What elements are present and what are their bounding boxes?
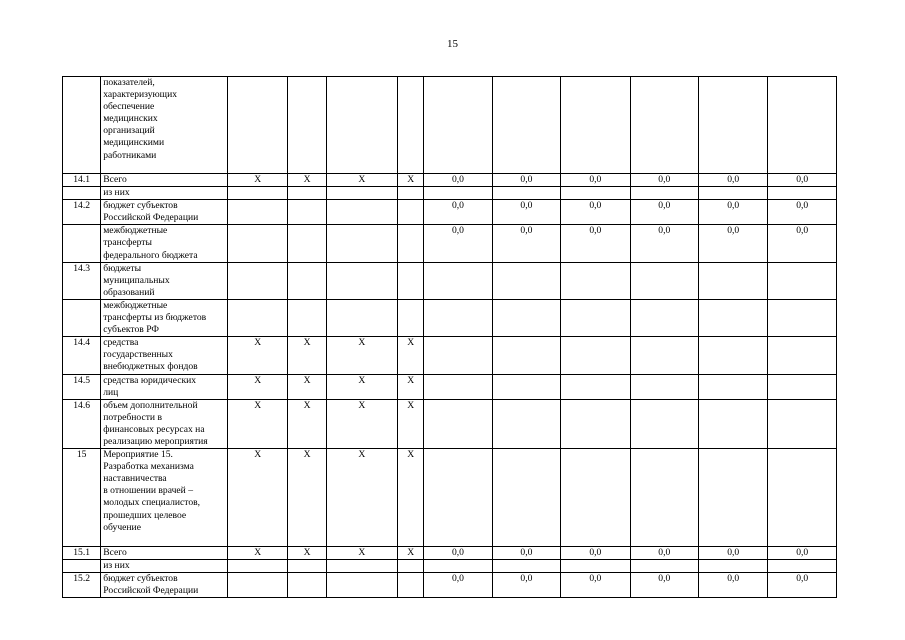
value-cell — [699, 374, 768, 399]
value-cell: 0,0 — [768, 573, 837, 598]
row-number-cell: 14.6 — [63, 399, 101, 448]
value-cell — [424, 187, 492, 200]
value-cell — [768, 449, 837, 547]
value-cell: 0,0 — [492, 174, 560, 187]
value-cell: X — [228, 337, 288, 374]
value-cell — [228, 299, 288, 336]
value-cell — [424, 262, 492, 299]
value-cell — [699, 560, 768, 573]
row-number-cell: 14.5 — [63, 374, 101, 399]
value-cell: X — [326, 174, 397, 187]
value-cell: 0,0 — [424, 200, 492, 225]
value-cell: X — [326, 449, 397, 547]
value-cell — [288, 200, 326, 225]
value-cell: X — [398, 337, 424, 374]
table-row — [63, 200, 837, 225]
value-cell: 0,0 — [699, 547, 768, 560]
table-row — [63, 77, 837, 174]
value-cell — [630, 187, 698, 200]
value-cell — [288, 187, 326, 200]
table-row — [63, 299, 837, 336]
value-cell: X — [398, 449, 424, 547]
value-cell — [492, 337, 560, 374]
value-cell: X — [398, 399, 424, 448]
value-cell — [398, 262, 424, 299]
row-number-cell: 14.3 — [63, 262, 101, 299]
value-cell: X — [326, 337, 397, 374]
row-number-cell: 15.2 — [63, 573, 101, 598]
value-cell — [699, 399, 768, 448]
value-cell — [768, 560, 837, 573]
value-cell: X — [288, 547, 326, 560]
value-cell: X — [288, 449, 326, 547]
row-number-cell — [63, 560, 101, 573]
value-cell — [228, 187, 288, 200]
row-number-cell: 14.2 — [63, 200, 101, 225]
row-number-cell: 15.1 — [63, 547, 101, 560]
table-row — [63, 374, 837, 399]
value-cell — [492, 299, 560, 336]
row-name-cell: Всего — [101, 547, 228, 560]
value-cell — [288, 299, 326, 336]
value-cell: 0,0 — [768, 200, 837, 225]
value-cell: 0,0 — [630, 573, 698, 598]
value-cell — [630, 449, 698, 547]
value-cell — [398, 187, 424, 200]
row-name-cell: бюджет субъектов Российской Федерации — [101, 573, 228, 598]
value-cell: X — [398, 374, 424, 399]
value-cell — [492, 77, 560, 174]
row-number-cell: 15 — [63, 449, 101, 547]
value-cell — [561, 449, 630, 547]
value-cell — [768, 399, 837, 448]
value-cell — [326, 262, 397, 299]
value-cell — [561, 374, 630, 399]
value-cell — [326, 200, 397, 225]
value-cell — [492, 449, 560, 547]
value-cell: 0,0 — [424, 174, 492, 187]
row-name-cell: межбюджетные трансферты федерального бюджета — [101, 225, 228, 262]
row-number-cell: 14.4 — [63, 337, 101, 374]
value-cell — [288, 262, 326, 299]
value-cell — [561, 299, 630, 336]
value-cell: 0,0 — [630, 547, 698, 560]
row-number-cell: 14.1 — [63, 174, 101, 187]
row-name-cell: бюджет субъектов Российской Федерации — [101, 200, 228, 225]
value-cell — [424, 560, 492, 573]
value-cell — [492, 262, 560, 299]
table-row — [63, 449, 837, 547]
value-cell — [699, 299, 768, 336]
value-cell — [699, 262, 768, 299]
value-cell — [630, 399, 698, 448]
table-row — [63, 573, 837, 598]
value-cell: 0,0 — [424, 547, 492, 560]
value-cell — [492, 374, 560, 399]
value-cell — [630, 337, 698, 374]
row-name-cell: бюджеты муниципальных образований — [101, 262, 228, 299]
value-cell: 0,0 — [424, 225, 492, 262]
value-cell — [228, 560, 288, 573]
page-number: 15 — [447, 38, 458, 50]
value-cell: 0,0 — [561, 547, 630, 560]
value-cell — [561, 560, 630, 573]
funding-table — [62, 76, 837, 598]
value-cell — [326, 573, 397, 598]
value-cell: 0,0 — [492, 573, 560, 598]
value-cell — [699, 337, 768, 374]
table-row — [63, 547, 837, 560]
row-name-cell: из них — [101, 187, 228, 200]
table-row — [63, 262, 837, 299]
row-name-cell: средства государственных внебюджетных фондов — [101, 337, 228, 374]
value-cell: X — [326, 374, 397, 399]
value-cell: X — [288, 374, 326, 399]
value-cell: 0,0 — [492, 200, 560, 225]
value-cell: X — [228, 547, 288, 560]
value-cell: X — [288, 174, 326, 187]
value-cell — [424, 299, 492, 336]
value-cell: X — [288, 399, 326, 448]
value-cell — [768, 337, 837, 374]
value-cell — [699, 187, 768, 200]
value-cell: 0,0 — [561, 573, 630, 598]
value-cell: 0,0 — [561, 200, 630, 225]
value-cell — [768, 262, 837, 299]
value-cell: 0,0 — [424, 573, 492, 598]
value-cell — [288, 573, 326, 598]
value-cell: 0,0 — [492, 225, 560, 262]
value-cell: 0,0 — [768, 547, 837, 560]
value-cell — [630, 560, 698, 573]
value-cell: 0,0 — [699, 174, 768, 187]
value-cell — [561, 77, 630, 174]
value-cell — [424, 77, 492, 174]
value-cell — [492, 399, 560, 448]
row-name-cell: показателей, характеризующих обеспечение медицинских организаций медицинскими работниками — [101, 77, 228, 174]
row-number-cell — [63, 299, 101, 336]
value-cell: 0,0 — [768, 225, 837, 262]
value-cell — [492, 560, 560, 573]
value-cell — [228, 200, 288, 225]
value-cell — [326, 225, 397, 262]
row-name-cell: объем дополнительной потребности в финансовых ресурсах на реализацию мероприятия — [101, 399, 228, 448]
value-cell: X — [228, 374, 288, 399]
value-cell: 0,0 — [699, 573, 768, 598]
value-cell — [398, 573, 424, 598]
value-cell — [630, 374, 698, 399]
value-cell — [424, 374, 492, 399]
value-cell — [288, 225, 326, 262]
value-cell — [228, 573, 288, 598]
table-row — [63, 174, 837, 187]
value-cell — [768, 374, 837, 399]
value-cell — [630, 262, 698, 299]
value-cell — [326, 299, 397, 336]
value-cell — [398, 225, 424, 262]
value-cell — [561, 262, 630, 299]
value-cell: 0,0 — [561, 174, 630, 187]
value-cell: 0,0 — [630, 200, 698, 225]
value-cell — [398, 299, 424, 336]
value-cell — [768, 187, 837, 200]
value-cell: X — [398, 174, 424, 187]
value-cell — [561, 399, 630, 448]
row-name-cell: средства юридических лиц — [101, 374, 228, 399]
table-row — [63, 399, 837, 448]
table-row — [63, 337, 837, 374]
value-cell — [699, 77, 768, 174]
table-row — [63, 225, 837, 262]
value-cell — [326, 560, 397, 573]
value-cell — [228, 77, 288, 174]
value-cell — [326, 77, 397, 174]
value-cell — [398, 560, 424, 573]
value-cell — [228, 262, 288, 299]
value-cell: X — [326, 547, 397, 560]
value-cell: 0,0 — [630, 225, 698, 262]
value-cell — [630, 299, 698, 336]
row-name-cell: межбюджетные трансферты из бюджетов субъектов РФ — [101, 299, 228, 336]
table-row — [63, 187, 837, 200]
value-cell — [768, 299, 837, 336]
value-cell — [424, 337, 492, 374]
value-cell — [398, 77, 424, 174]
value-cell — [288, 77, 326, 174]
value-cell — [326, 187, 397, 200]
value-cell: 0,0 — [699, 200, 768, 225]
table-row — [63, 560, 837, 573]
row-number-cell — [63, 77, 101, 174]
value-cell: 0,0 — [492, 547, 560, 560]
value-cell — [630, 77, 698, 174]
value-cell — [699, 449, 768, 547]
value-cell: X — [228, 449, 288, 547]
value-cell — [561, 337, 630, 374]
value-cell: 0,0 — [561, 225, 630, 262]
value-cell — [424, 449, 492, 547]
value-cell: X — [398, 547, 424, 560]
value-cell — [398, 200, 424, 225]
table-body — [63, 77, 837, 598]
row-name-cell: Всего — [101, 174, 228, 187]
row-name-cell: Мероприятие 15. Разработка механизма наставничества в отношении врачей – молодых специалистов, прошедших целевое обучение — [101, 449, 228, 547]
value-cell — [768, 77, 837, 174]
value-cell: X — [228, 399, 288, 448]
value-cell: X — [228, 174, 288, 187]
row-number-cell — [63, 187, 101, 200]
row-number-cell — [63, 225, 101, 262]
value-cell — [288, 560, 326, 573]
value-cell: 0,0 — [630, 174, 698, 187]
value-cell — [492, 187, 560, 200]
value-cell: X — [326, 399, 397, 448]
value-cell: X — [288, 337, 326, 374]
value-cell: 0,0 — [768, 174, 837, 187]
value-cell — [424, 399, 492, 448]
value-cell — [228, 225, 288, 262]
row-name-cell: из них — [101, 560, 228, 573]
value-cell: 0,0 — [699, 225, 768, 262]
value-cell — [561, 187, 630, 200]
